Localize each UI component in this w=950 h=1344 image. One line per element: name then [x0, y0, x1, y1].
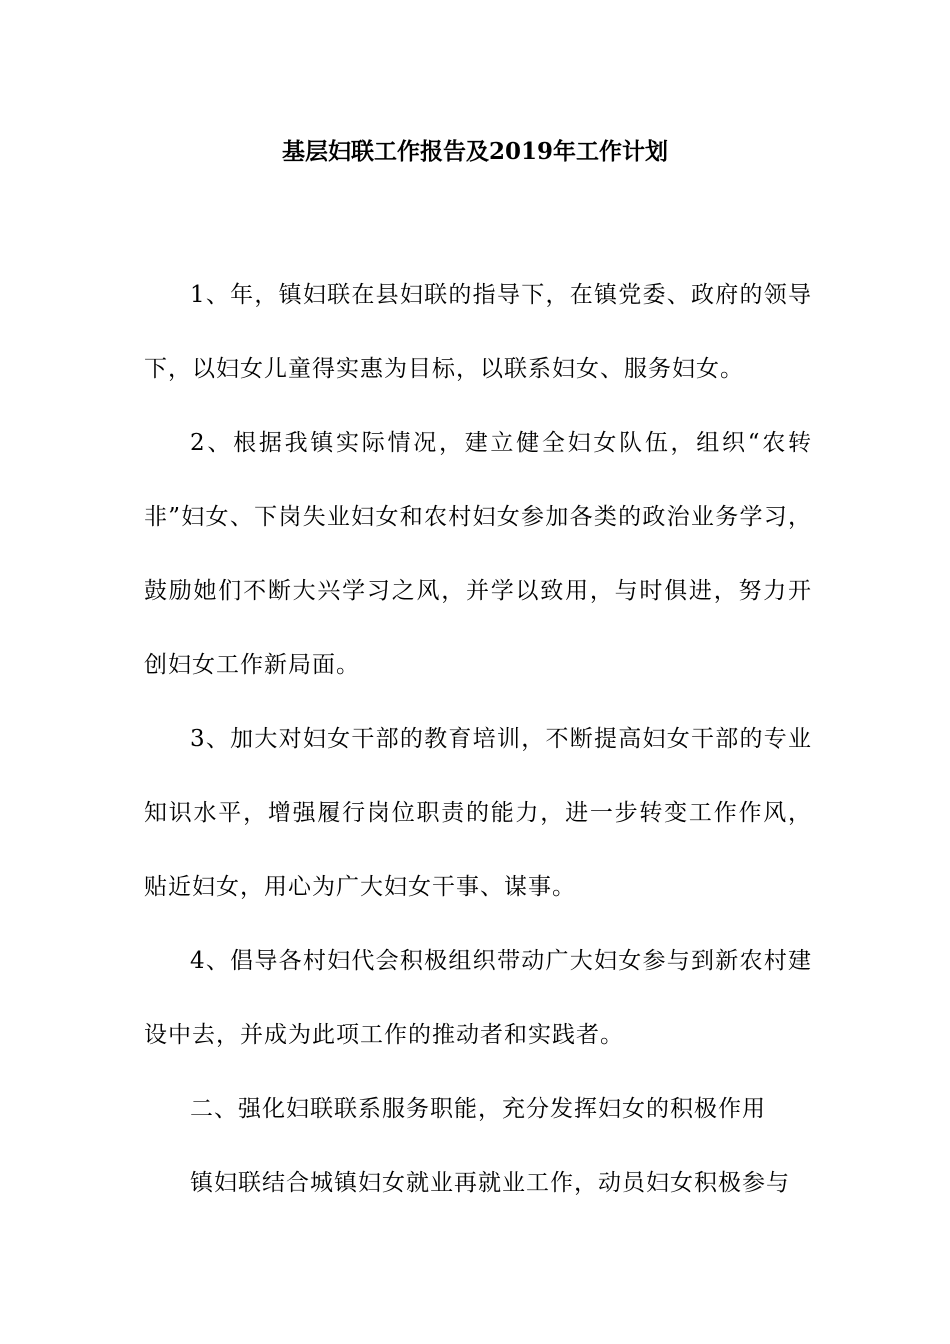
paragraph-4: 4、倡导各村妇代会积极组织带动广大妇女参与到新农村建设中去，并成为此项工作的推动者和实践者。: [144, 948, 812, 1048]
document-title: 基层妇联工作报告及2019年工作计划: [281, 138, 668, 165]
paragraph-1: 1、年，镇妇联在县妇联的指导下，在镇党委、政府的领导下，以妇女儿童得实惠为目标，以联系妇女、服务妇女。: [144, 282, 812, 382]
paragraph-5: 镇妇联结合城镇妇女就业再就业工作，动员妇女积极参与: [190, 1170, 790, 1196]
document-body: [144, 258, 812, 1220]
section-heading-2: 二、强化妇联联系服务职能，充分发挥妇女的积极作用: [190, 1096, 766, 1122]
paragraph-2: 2、根据我镇实际情况，建立健全妇女队伍，组织“农转非”妇女、下岗失业妇女和农村妇女参加各类的政治业务学习，鼓励她们不断大兴学习之风，并学以致用，与时俱进，努力开创妇女工作新局面。: [144, 430, 812, 678]
paragraph-3: 3、加大对妇女干部的教育培训，不断提高妇女干部的专业知识水平，增强履行岗位职责的能力，进一步转变工作作风，贴近妇女，用心为广大妇女干事、谋事。: [144, 726, 812, 900]
